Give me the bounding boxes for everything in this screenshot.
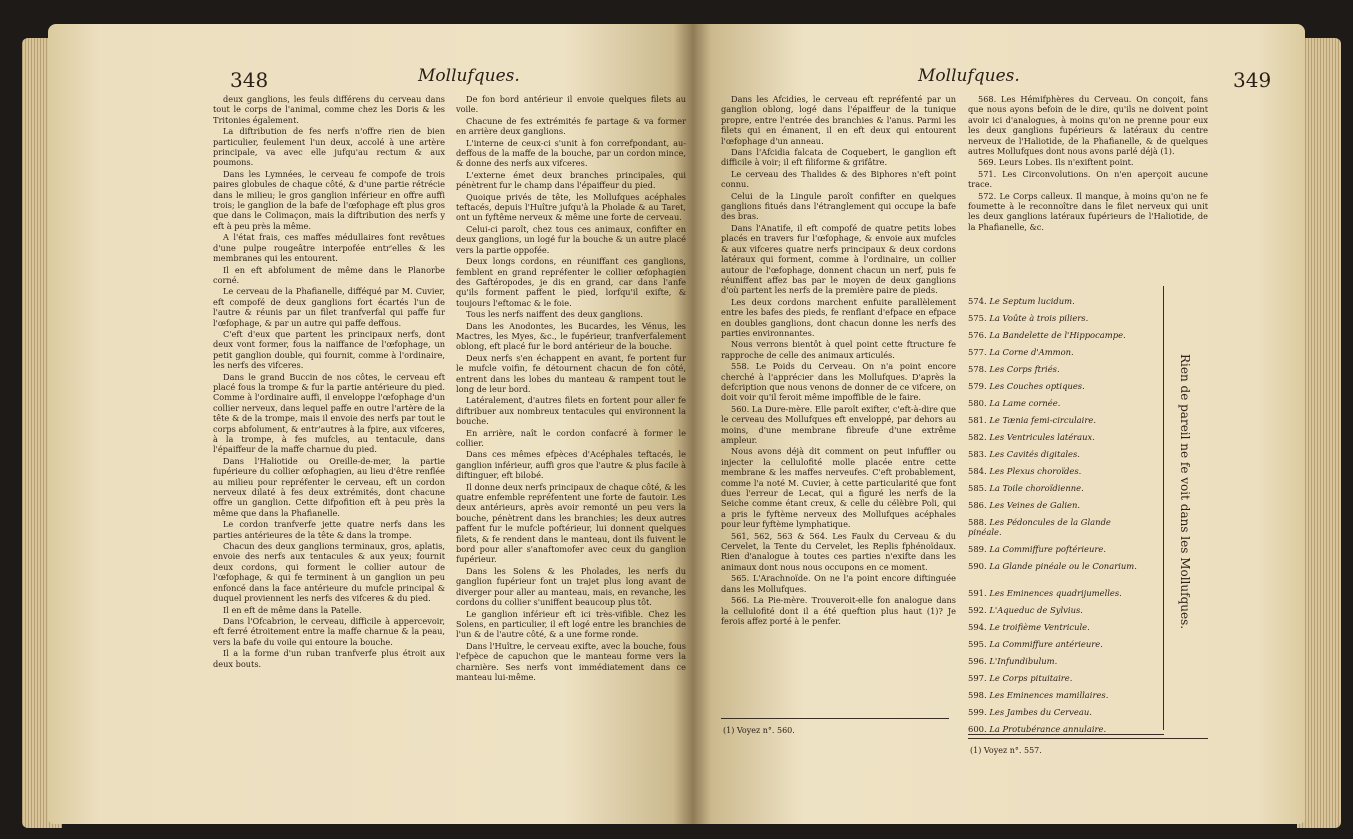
paragraph: Dans l'Afcidia falcata de Coquebert, le ganglion eft difficile à voir; il eft filiforme & grifâtre. <box>721 147 956 168</box>
right-page <box>693 24 1305 824</box>
list-item: 577. La Corne d'Ammon. <box>968 347 1074 357</box>
paragraph: Le cerveau de la Phafianelle, difféqué par M. Cuvier, eft compofé de deux ganglions fort écartés l'un de l'autre & réunis par un filet tranfverfal qui paffe fur l'œfophage, & par un autre qui paffe deffous. <box>213 286 445 328</box>
paragraph: Dans l'Haliotide ou Oreille-de-mer, la partie fupérieure du collier œfophagien, au lieu d'être renflée au milieu pour repréfenter le cerveau, eft un cordon nerveux dilaté à fes deux extrémités, dont chacune offre un ganglion. Cette difpofition eft à peu près la même que dans la Phafianelle. <box>213 455 445 518</box>
paragraph: C'eft d'eux que partent les principaux nerfs, dont deux vont former, fous la naiffance de l'œfophage, un petit ganglion double, qui fournit, comme à l'ordinaire, les nerfs des vifceres. <box>213 328 445 371</box>
paragraph: Chacune de fes extrémités fe partage & va former en arrière deux ganglions. <box>456 115 686 137</box>
list-bottom-rule <box>968 734 1164 735</box>
left-running-header: Mollufques. <box>418 66 520 86</box>
list-item: 579. Les Couches optiques. <box>968 381 1085 391</box>
footnote-rule <box>721 718 949 719</box>
paragraph: Dans l'Anatife, il eft compofé de quatre petits lobes placés en travers fur l'œfophage, & envoie aux mufcles & aux vifceres quatre nerfs principaux & deux cordons latéraux qui forment, comme à l'ordinaire, un collier autour de l'œfophage, donnent chacun un nerf, puis fe réuniffent affez bas par le moyen de deux ganglions d'où partent les nerfs de la première paire de pieds. <box>721 222 956 296</box>
paragraph: La diftribution de fes nerfs n'offre rien de bien particulier, feulement l'un deux, accolé à une artère principale, va avec elle jufqu'au rectum & aux poumons. <box>213 126 445 168</box>
right-running-header: Mollufques. <box>918 66 1020 86</box>
list-item: 596. L'Infundibulum. <box>968 656 1058 666</box>
list-item: 588. Les Pédoncules de la Glande pinéale. <box>968 517 1111 537</box>
paragraph: Les deux cordons marchent enfuite parallèlement entre les bafes des pieds, fe renflant d'efpace en efpace en doubles ganglions, dont chacun donne les nerfs des parties environnantes. <box>721 296 956 338</box>
list-item: 575. La Voûte à trois piliers. <box>968 313 1089 323</box>
paragraph: 565. L'Arachnoïde. On ne l'a point encore diftinguée dans les Mollufques. <box>721 573 956 594</box>
paragraph: Quoique privés de tête, les Mollufques acéphales teftacés, depuis l'Huître jufqu'à la Pholade & au Taret, ont un fyftême nerveux & même une forte de cerveau. <box>456 191 686 223</box>
open-book <box>8 16 1343 831</box>
paragraph: Le cerveau des Thalides & des Biphores n'eft point connu. <box>721 168 956 190</box>
footnote: (1) Voyez n°. 557. <box>970 746 1042 755</box>
list-item: 591. Les Eminences quadrijumelles. <box>968 588 1122 598</box>
right-column-1 <box>721 94 956 627</box>
paragraph: 572. Le Corps calleux. Il manque, à moins qu'on ne fe foumette à le reconnoître dans le filet nerveux qui unit les deux ganglions latéraux fupérieurs de l'Haliotide, de la Phafianelle, &c. <box>968 190 1208 232</box>
paragraph: Tous les nerfs naiffent des deux ganglions. <box>466 309 643 320</box>
paragraph: Le cordon tranfverfe jette quatre nerfs dans les parties antérieures de la tête & dans la trompe. <box>213 519 445 540</box>
list-item: 586. Les Veines de Galien. <box>968 500 1081 510</box>
paragraph: Celui de la Lingule paroît confifter en quelques ganglions fitués dans l'étranglement qui occupe la bafe des bras. <box>721 190 956 222</box>
paragraph: Dans les Afcidies, le cerveau eft repréfenté par un ganglion oblong, logé dans l'épaiffeur de la tunique propre, entre l'entrée des branchies & l'anus. Parmi les filets qui en émanent, il en eft deux qui entourent l'œfophage d'un anneau. <box>721 94 956 146</box>
paragraph: 568. Les Hémifphères du Cerveau. On conçoit, fans que nous ayons befoin de le dire, qu'ils ne doivent point avoir ici d'analogues, à moins qu'on ne prenne pour eux les deux ganglions fupérieurs & latéraux du centre nerveux de l'Haliotide, de la Phafianelle, & de quelques autres Mollufques dont nous avons parlé déjà (1). <box>968 94 1208 157</box>
paragraph: Il donne deux nerfs principaux de chaque côté, & les quatre enfemble repréfentent une forte de fautoir. Les deux antérieurs, après avoir remonté un peu vers la bouche, pénètrent dans les branchies; les deux autres paffent fur le mufcle poftérieur, lui donnent quelques filets, & fe rendent dans le manteau, dont ils fuivent le bord pour aller s'anaftomofer avec ceux du ganglion fupérieur. <box>456 481 686 565</box>
list-item: 574. Le Septum lucidum. <box>968 296 1075 306</box>
list-item: 582. Les Ventricules latéraux. <box>968 432 1095 442</box>
paragraph: 558. Le Poids du Cerveau. On n'a point encore cherché à l'apprécier dans les Mollufques. D'après la defcription que nous venons de donner de ce vifcere, on doit voir qu'il feroit même impoffible de le faire. <box>721 361 956 403</box>
anatomy-list <box>968 296 1148 734</box>
right-column-2 <box>968 94 1208 233</box>
list-item: 592. L'Aqueduc de Sylvius. <box>968 605 1083 615</box>
paragraph: Latéralement, d'autres filets en fortent pour aller fe diftribuer aux nombreux tentacules qui environnent la bouche. <box>456 395 686 427</box>
paragraph: Dans l'Ofcabrion, le cerveau, difficile à appercevoir, eft ferré étroitement entre la maffe charnue & la peau, vers la bafe du voile qui entoure la bouche. <box>213 615 445 647</box>
list-item: 589. La Commiffure poftérieure. <box>968 544 1106 554</box>
paragraph: Il en eft abfolument de même dans le Planorbe corné. <box>213 264 445 285</box>
paragraph: 569. Leurs Lobes. Ils n'exiftent point. <box>978 157 1134 168</box>
paragraph: De fon bord antérieur il envoie quelques filets au voile. <box>456 94 686 115</box>
right-page-number: 349 <box>1233 68 1272 92</box>
list-item: 594. Le troifième Ventricule. <box>968 622 1090 632</box>
list-item: 581. Le Tænia femi-circulaire. <box>968 415 1096 425</box>
footnote-rule <box>968 738 1208 739</box>
list-item: 590. La Glande pinéale ou le Conarium. <box>968 561 1137 571</box>
paragraph: Dans le grand Buccin de nos côtes, le cerveau eft placé fous la trompe & fur la partie antérieure du pied. Comme à l'ordinaire auffi, il enveloppe l'œfophage d'un collier nerveux, dans lequel paffe en outre l'artère de la tête & de la trompe, mais il envoie des nerfs par tout le corps abfolument, & entr'autres à la fpire, aux vifceres, à la trompe, à fes mufcles, au tentacule, dans l'épaiffeur de la maffe charnue du pied. <box>213 371 445 455</box>
paragraph: Deux longs cordons, en réuniffant ces ganglions, femblent en grand repréfenter le collier œfophagien des Gaftéropodes, je dis en grand, car dans l'anfe qu'ils forment paffent le pied, lorfqu'il exifte, & toujours l'eftomac & le foie. <box>456 256 686 308</box>
footnote: (1) Voyez n°. 560. <box>723 726 795 735</box>
paragraph: 561, 562, 563 & 564. Les Faulx du Cerveau & du Cervelet, la Tente du Cervelet, les Replis fphénoïdaux. Rien d'analogue à toutes ces parties n'exifte dans les animaux dont nous nous occupons en ce moment. <box>721 530 956 572</box>
side-note: Rien de pareil ne fe voit dans les Mollufques. <box>1178 354 1192 630</box>
left-column-1 <box>213 94 445 670</box>
paragraph: Dans les Solens & les Pholades, les nerfs du ganglion fupérieur font un trajet plus long avant de diverger pour aller au manteau, mais, en revanche, les cordons du collier s'uniffent beaucoup plus tôt. <box>456 565 686 608</box>
paragraph: Il a la forme d'un ruban tranfverfe plus étroit aux deux bouts. <box>213 648 445 669</box>
list-item: 600. La Protubérance annulaire. <box>968 724 1107 734</box>
paragraph: 566. La Pie-mère. Trouveroit-elle fon analogue dans la cellulofité dont il a été queftion plus haut (1)? Je ferois affez porté à le penfer. <box>721 595 956 626</box>
paragraph: Dans l'Huître, le cerveau exifte, avec la bouche, fous l'efpèce de capuchon que le manteau forme vers la charnière. Ses nerfs vont immédiatement dans ce manteau lui-même. <box>456 640 686 682</box>
paragraph: Nous avons déjà dit comment on peut infuffler ou injecter la cellulofité molle placée entre cette membrane & les maffes nerveufes. C'eft probablement, comme l'a noté M. Cuvier, à cette particularité que font dues l'erreur de Lecat, qui a figuré les nerfs de la Seiche comme étant creux, & celle du célèbre Poli, qui a pris le fyftème nerveux des Mollufques acéphales pour leur fyftème lymphatique. <box>721 446 956 530</box>
paragraph: L'externe émet deux branches principales, qui pénètrent fur le champ dans l'épaiffeur du pied. <box>456 169 686 191</box>
list-item: 598. Les Eminences mamillaires. <box>968 690 1109 700</box>
list-item: 585. La Toile choroïdienne. <box>968 483 1084 493</box>
left-column-2 <box>456 94 686 683</box>
paragraph: Le ganglion inférieur eft ici très-vifible. Chez les Solens, en particulier, il eft logé entre les branchies de l'un & de l'autre côté, & a une forme ronde. <box>456 608 686 640</box>
paragraph: Celui-ci paroît, chez tous ces animaux, confifter en deux ganglions, un logé fur la bouche & un autre placé vers la partie oppofée. <box>456 223 686 255</box>
list-item: 595. La Commiffure antérieure. <box>968 639 1103 649</box>
paragraph: Dans les Anodontes, les Bucardes, les Vénus, les Mactres, les Myes, &c., le fupérieur, tranfverfalement oblong, eft placé fur le bord antérieur de la bouche. <box>456 320 686 352</box>
list-item: 580. La Lame cornée. <box>968 398 1061 408</box>
paragraph: Deux nerfs s'en échappent en avant, fe portent fur le mufcle voifin, fe détournent chacun de fon côté, entrent dans les lobes du manteau & rampent tout le long de leur bord. <box>456 352 686 394</box>
list-bracket <box>1163 286 1164 730</box>
paragraph: L'interne de ceux-ci s'unit à fon correfpondant, au-deffous de la maffe de la bouche, par un cordon mince, & donne des nerfs aux vifceres. <box>456 137 686 169</box>
paragraph: En arrière, naît le cordon confacré à former le collier. <box>456 427 686 448</box>
list-item: 578. Les Corps ftriés. <box>968 364 1060 374</box>
paragraph: Dans ces mêmes efpèces d'Acéphales teftacés, le ganglion inférieur, auffi gros que l'autre & plus facile à diftinguer, eft bilobé. <box>456 449 686 481</box>
paragraph: deux ganglions, les feuls différens du cerveau dans tout le corps de l'animal, comme chez les Doris & les Tritonies également. <box>213 94 445 125</box>
paragraph: Dans les Lymnées, le cerveau fe compofe de trois paires globules de chaque côté, & d'une partie rétrécie dans le milieu; le gros ganglion inférieur en offre auffi trois; le ganglion de la bafe de l'œfophage eft plus gros que dans le Colimaçon, mais la diftribution des nerfs y eft à peu près la même. <box>213 168 445 231</box>
list-item: 584. Les Plexus choroïdes. <box>968 466 1082 476</box>
paragraph: A l'état frais, ces maffes médullaires font revêtues d'une pulpe rougeâtre interpofée entr'elles & les membranes qui les entourent. <box>213 232 445 264</box>
left-page <box>48 24 693 824</box>
list-item: 583. Les Cavités digitales. <box>968 449 1080 459</box>
paragraph: 560. La Dure-mère. Elle paroît exifter, c'eft-à-dire que le cerveau des Mollufques eft enveloppé, par dehors au moins, d'une membrane fibreufe d'une extrême ampleur. <box>721 403 956 445</box>
paragraph: Il en eft de même dans la Patelle. <box>223 604 362 615</box>
paragraph: Chacun des deux ganglions terminaux, gros, aplatis, envoie des nerfs aux tentacules & aux yeux; fournit deux cordons, qui forment le collier autour de l'œfophage, & qui fe terminent à un ganglion un peu enfoncé dans la face antérieure du mufcle principal & duquel proviennent les nerfs des vifceres & du pied. <box>213 541 445 604</box>
list-item: 599. Les Jambes du Cerveau. <box>968 707 1092 717</box>
left-page-number: 348 <box>230 68 269 92</box>
paragraph: 571. Les Circonvolutions. On n'en aperçoit aucune trace. <box>968 168 1208 190</box>
list-item: 576. La Bandelette de l'Hippocampe. <box>968 330 1126 340</box>
paragraph: Nous verrons bientôt à quel point cette ftructure fe rapproche de celle des animaux articulés. <box>721 339 956 360</box>
list-item: 597. Le Corps pituitaire. <box>968 673 1073 683</box>
